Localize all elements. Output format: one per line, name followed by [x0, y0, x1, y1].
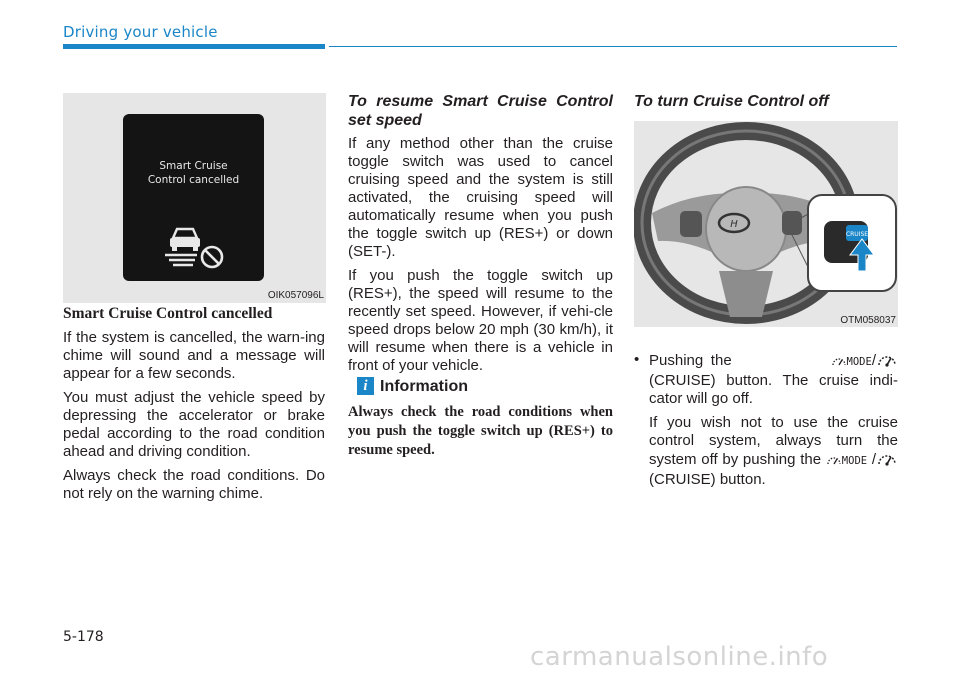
bullet-item: • Pushing the MODE/ (CRUISE) button. The cruise indi-cator will go off. — [634, 351, 898, 407]
heading-resume-set-speed: To resume Smart Cruise Control set speed — [348, 93, 613, 129]
figure-id: OTM058037 — [840, 315, 896, 326]
heading-smart-cruise-cancelled: Smart Cruise Control cancelled — [63, 305, 273, 322]
smart-cruise-cancel-icon — [159, 224, 229, 270]
right-column-text — [634, 351, 898, 489]
cruise-mode-button-icon — [826, 453, 842, 471]
svg-text:H: H — [730, 219, 738, 230]
bullet-text-before: Pushing the — [649, 352, 732, 369]
cruise-gauge-icon — [876, 351, 898, 372]
watermark: carmanualsonline.info — [530, 642, 829, 672]
paragraph: You must adjust the vehicle speed by depressing the accelerator or brake pedal according to the road condition ahead and driving condition. — [63, 389, 325, 460]
figure-id: OIK057096L — [267, 290, 324, 301]
bullet-text-after: (CRUISE) button. The cruise indi-cator will go off. — [649, 372, 898, 407]
cruise-mode-button-icon — [831, 354, 847, 372]
cluster-display — [123, 114, 264, 281]
middle-column — [348, 92, 613, 381]
header-rule-thick — [63, 44, 325, 49]
paragraph: If you push the toggle switch up (RES+), the speed will resume to the recently set speed. However, if vehi-cle speed drops below 20 mph (30 km/h), it will resume when there is a vehicle in front of your vehicle. — [348, 267, 613, 374]
information-title: Information — [380, 378, 468, 395]
heading-turn-cruise-off: To turn Cruise Control off — [634, 93, 829, 110]
paragraph: If the system is cancelled, the warn-ing chime will sound and a message will appear for a few seconds. — [63, 329, 325, 382]
information-icon: i — [357, 377, 374, 395]
paragraph: Always check the road conditions. Do not rely on the warning chime. — [63, 467, 325, 502]
cruise-button-label: CRUISE — [845, 231, 869, 238]
cluster-message — [123, 159, 264, 187]
mode-label: MODE — [841, 455, 868, 467]
cruise-gauge-icon — [876, 450, 898, 471]
steering-wheel-figure — [634, 121, 898, 327]
left-column — [63, 305, 325, 509]
cluster-message-line1: Smart Cruise — [159, 160, 228, 172]
cluster-message-line2: Control cancelled — [147, 174, 240, 186]
note-item: If you wish not to use the cruise control system, always turn the system off by pushing the MODE / (CRUISE) button. — [649, 414, 898, 488]
note-text-after: (CRUISE) button. — [649, 471, 766, 488]
section-title: Driving your vehicle — [63, 23, 218, 41]
steering-wheel-illustration — [634, 121, 898, 327]
information-body: Always check the road conditions when you push the toggle switch up (RES+) to resume speed. — [348, 404, 613, 458]
page-number: 5-178 — [63, 629, 104, 645]
mode-label: MODE — [846, 356, 872, 368]
header-rule-thin — [329, 46, 897, 47]
bullet-dot: • — [634, 351, 640, 368]
paragraph: If any method other than the cruise toggle switch was used to cancel cruising speed and the system is still activated, the cruising speed will automatically resume when you push the toggle switch up (RES+) or down (SET-). — [348, 135, 613, 260]
cluster-message-figure — [63, 93, 326, 303]
note-text-before: If you wish not to use the cruise control system, always turn the system off by pushing the — [649, 414, 898, 468]
